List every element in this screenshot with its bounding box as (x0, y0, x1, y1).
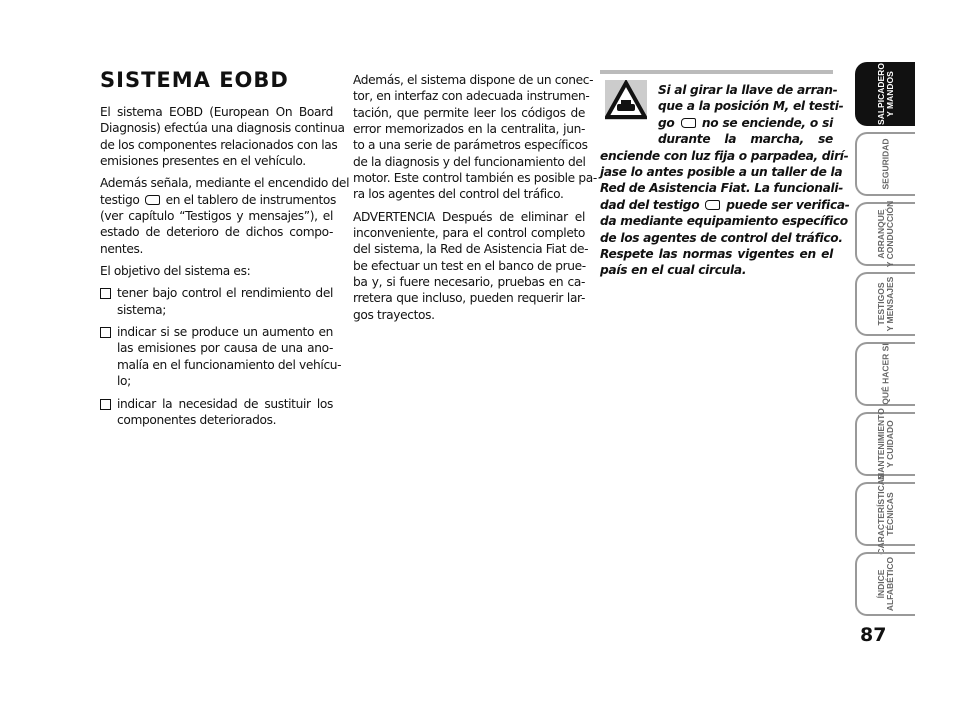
tab-7[interactable] (855, 552, 915, 616)
text-line: error memorizados en la centralita, jun- (353, 122, 585, 137)
tab-label: ÍNDICE ALFABÉTICO (876, 556, 895, 612)
text-line (658, 115, 833, 131)
text-line: El objetivo del sistema es: (100, 264, 251, 279)
text-line: nentes. (100, 241, 143, 256)
tab-6[interactable] (855, 473, 915, 555)
text-line: ba y, si fuere necesario, pruebas en ca- (353, 275, 585, 290)
paragraph-intro (100, 104, 345, 169)
checkbox-bullet-icon (100, 327, 111, 338)
text-line: tación, que permite leer los códigos de (353, 105, 585, 120)
tab-label: TESTIGOS Y MENSAJES (876, 276, 895, 332)
text-line: Diagnosis) efectúa una diagnosis continua (100, 121, 345, 136)
tab-0[interactable] (855, 62, 915, 126)
text: testigo (100, 192, 140, 207)
warning-box (600, 70, 850, 279)
divider (600, 70, 833, 74)
text-line: enciende con luz fija o parpadea, dirí- (600, 148, 849, 163)
text-line: Además, el sistema dispone de un conec- (353, 73, 594, 87)
paragraph-connector (353, 72, 597, 203)
checkbox-bullet-icon (100, 288, 111, 299)
text-line: estado de deterioro de dichos compo- (100, 225, 333, 240)
text-line: gos trayectos. (353, 307, 435, 322)
text-line: rretera que incluso, pueden requerir lar- (353, 291, 585, 306)
checkbox-bullet-icon (100, 399, 111, 410)
text-line: to a una serie de parámetros específicos (353, 138, 588, 153)
tab-label: SALPICADERO Y MANDOS (876, 63, 895, 125)
text-line: (ver capítulo “Testigos y mensajes”), el (100, 209, 333, 224)
text-line: Además señala, mediante el encendido del (100, 176, 350, 191)
tab-label: CARACTERÍSTICAS TÉCNICAS (876, 473, 895, 555)
bullet-list (100, 285, 342, 428)
engine-warning-icon (705, 200, 720, 210)
text-line: ra los agentes del control del tráfico. (353, 187, 564, 202)
engine-warning-icon (145, 195, 160, 205)
text: go (658, 115, 675, 130)
text-line: indicar si se produce un aumento en (117, 325, 333, 340)
text-line: del sistema, la Red de Asistencia Fiat de- (353, 242, 589, 257)
text-line: be efectuar un test en el banco de prue- (353, 258, 586, 273)
warning-triangle-car-icon (605, 80, 647, 120)
left-column (100, 104, 350, 434)
text-line: malía en el funcionamiento del vehícu- (117, 357, 342, 372)
tab-1[interactable] (855, 132, 915, 196)
text-line: país en el cual circula. (600, 263, 747, 278)
text-line (600, 197, 850, 213)
text-line: inconveniente, para el control completo (353, 226, 585, 241)
text-line: tor, en interfaz con adecuada instrumen- (353, 89, 590, 104)
text-line (100, 192, 337, 208)
paragraph-advertencia (353, 209, 589, 323)
text-line: ADVERTENCIA Después de eliminar el (353, 209, 585, 224)
section-title: SISTEMA EOBD (100, 68, 289, 92)
tab-label: MANTENIMIENTO Y CUIDADO (876, 408, 895, 480)
text-line: de la diagnosis y del funcionamiento del (353, 154, 586, 169)
engine-warning-icon (681, 118, 696, 128)
tab-5[interactable] (855, 408, 915, 480)
text-line: de los agentes de control del tráfico. (600, 230, 843, 245)
text-line: Respete las normas vigentes en el (600, 247, 833, 262)
text-line: jase lo antes posible a un taller de la (600, 165, 843, 180)
text-line: que a la posición M, el testi- (658, 99, 844, 114)
list-item (100, 396, 333, 429)
text-line: de los componentes relacionados con las (100, 137, 338, 152)
paragraph-warning-light (100, 175, 350, 257)
text-line: lo; (117, 374, 131, 389)
middle-column (353, 72, 597, 329)
text-line: durante la marcha, se (658, 132, 833, 147)
text-line: Red de Asistencia Fiat. La funcionali- (600, 181, 844, 196)
tab-label: SEGURIDAD (880, 138, 891, 190)
text-line: Si al girar la llave de arran- (658, 83, 838, 97)
text-line: sistema; (117, 302, 167, 317)
tab-4[interactable] (855, 342, 915, 406)
text: dad del testigo (600, 197, 700, 212)
tab-3[interactable] (855, 272, 915, 336)
text-line: da mediante equipamiento específico (600, 214, 848, 229)
text-line: las emisiones por causa de una ano- (117, 341, 333, 356)
text-line: El sistema EOBD (European On Board (100, 105, 333, 119)
text-line: componentes deteriorados. (117, 412, 277, 427)
text-line: emisiones presentes en el vehículo. (100, 154, 306, 169)
text: no se enciende, o si (701, 115, 833, 130)
paragraph-objective (100, 263, 333, 279)
tab-label: QUÉ HACER SI (880, 343, 891, 405)
page-number: 87 (860, 624, 887, 646)
text-line: tener bajo control el rendimiento del (117, 286, 333, 301)
list-item (100, 285, 333, 318)
list-item (100, 324, 342, 389)
text: en el tablero de instrumentos (165, 192, 337, 207)
tab-2[interactable] (855, 202, 915, 266)
text-line: indicar la necesidad de sustituir los (117, 396, 333, 411)
text-line: motor. Este control también es posible pa- (353, 171, 597, 186)
tab-label: ARRANQUE Y CONDUCCIÓN (876, 200, 895, 268)
text: puede ser verifica- (726, 197, 850, 212)
